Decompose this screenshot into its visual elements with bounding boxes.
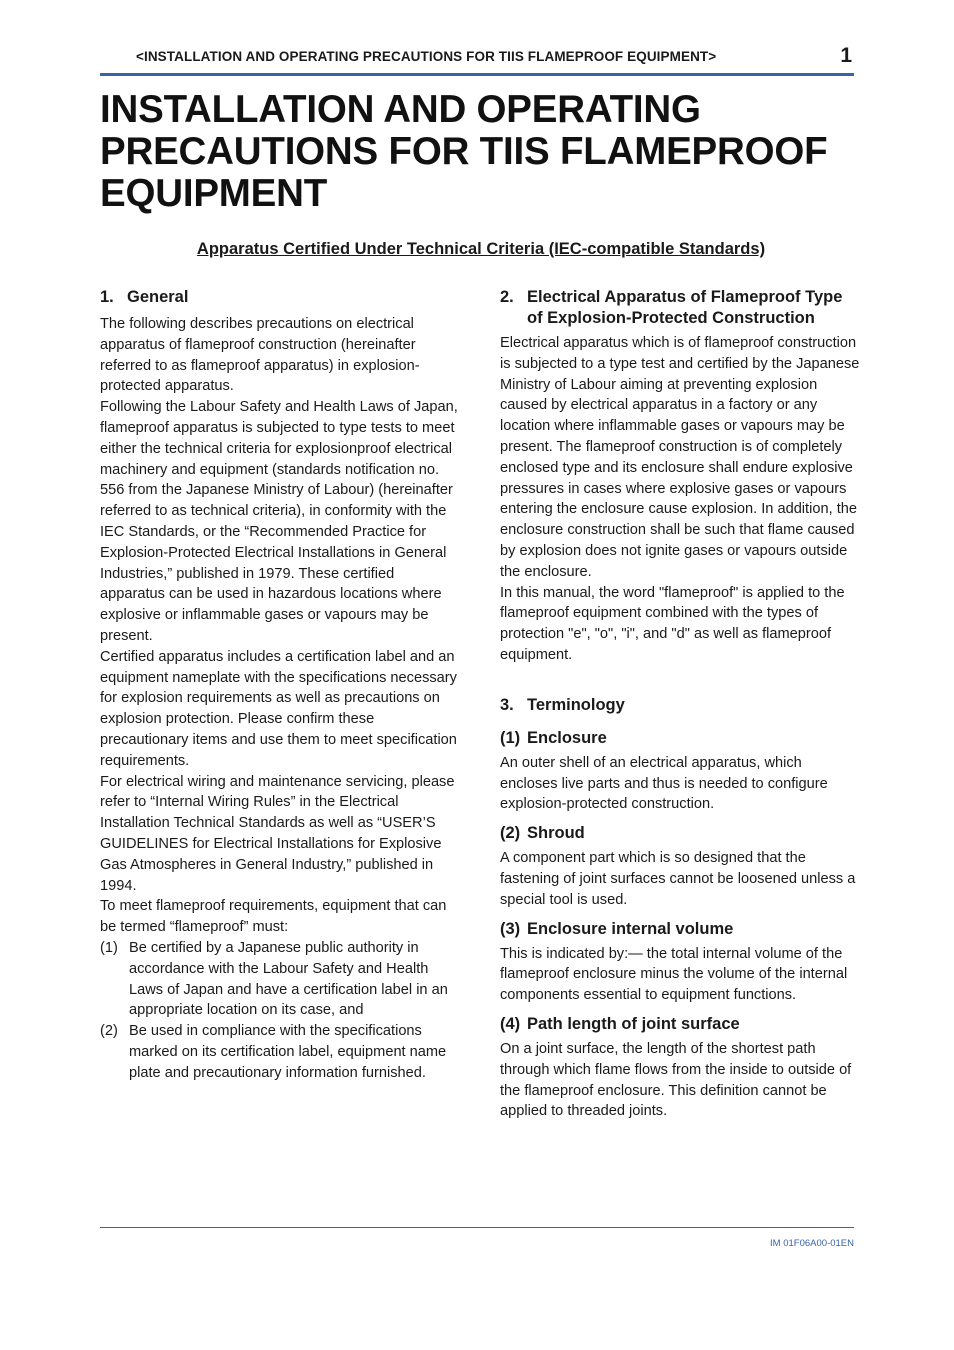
section-3-heading xyxy=(500,695,860,716)
term-title: Path length of joint surface xyxy=(527,1014,740,1033)
term-definition: This is indicated by:— the total internal volume of the flameproof enclosure minus the volume of the internal components essential to equipment functions. xyxy=(500,945,848,1004)
page-subtitle: Apparatus Certified Under Technical Criteria (IEC-compatible Standards) xyxy=(196,240,766,258)
header-title: <INSTALLATION AND OPERATING PRECAUTIONS FOR TIIS FLAMEPROOF EQUIPMENT> xyxy=(136,49,717,64)
term-heading xyxy=(500,728,860,749)
paragraph: Following the Labour Safety and Health Laws of Japan, flameproof apparatus is subjected to type tests to meet either the technical criteria for explosionproof electrical machinery and equipment (standards notification no. 556 from the Japanese Ministry of Labour) (hereinafter referred to as technical criteria), in conformity with the IEC Standards, or the “Recommended Practice for Explosion-Protected Electrical Installations in General Industries,” published in 1979. These certified apparatus can be used in hazardous locations where explosive or inflammable gases or vapours may be present. xyxy=(100,399,458,644)
footer-divider xyxy=(100,1227,854,1228)
section-number: 2. xyxy=(500,288,514,306)
list-item xyxy=(100,1021,458,1083)
term-number: (1) xyxy=(500,728,521,747)
paragraph: Electrical apparatus which is of flameproof construction is subjected to a type test and certified by the Japanese Ministry of Labour aiming at preventing explosion caused by electrical apparatus in a factory or any location where inflammable gases or vapours may be present. The flameproof construction is of completely enclosed type and its enclosure shall endure explosive pressures in cases where explosive gases or vapours entering the enclosure cause explosion. In addition, the enclosure construction shall be such that flame caused by explosion does not ignite gases or vapours outside the enclosure. xyxy=(500,335,860,580)
section-title: Electrical Apparatus of Flameproof Type of Explosion-Protected Construction xyxy=(527,288,843,327)
left-column xyxy=(100,287,458,1083)
paragraph: For electrical wiring and maintenance servicing, please refer to “Internal Wiring Rules” in the Electrical Installation Technical Standards as well as “USER’S GUIDELINES for Electrical Installations for Explosive Gas Atmospheres in General Industry,” published in 1994. xyxy=(100,773,455,894)
term-heading xyxy=(500,1014,860,1035)
term-definition: A component part which is so designed that the fastening of joint surfaces cannot be loosened unless a special tool is used. xyxy=(500,850,856,908)
document-number: IM 01F06A00-01EN xyxy=(770,1238,854,1249)
term-number: (2) xyxy=(500,824,521,843)
list-number: (1) xyxy=(100,939,118,956)
term-number: (4) xyxy=(500,1014,521,1033)
term-heading xyxy=(500,823,860,844)
paragraph: Certified apparatus includes a certification label and an equipment nameplate with the specifications necessary for explosion requirements as well as precautions on explosion protection. Please confirm these precautionary items and use them to meet specification requirements. xyxy=(100,648,457,769)
list-item xyxy=(100,938,458,1021)
paragraph: In this manual, the word "flameproof" is applied to the flameproof equipment combined with the types of protection "e", "o", "i", and "d" as well as flameproof equipment. xyxy=(500,584,845,663)
term-number: (3) xyxy=(500,919,521,938)
section-2-heading xyxy=(500,287,860,329)
term-title: Enclosure internal volume xyxy=(527,919,734,938)
paragraph: The following describes precautions on electrical apparatus of flameproof construction (hereinafter referred to as flameproof apparatus) in explosion-protected apparatus. xyxy=(100,316,420,395)
paragraph: To meet flameproof requirements, equipment that can be termed “flameproof” must: xyxy=(100,898,447,936)
list-text: Be certified by a Japanese public authority in accordance with the Labour Safety and Health Laws of Japan and have a certification label in an appropriate location on its case, and xyxy=(129,939,448,1019)
list-text: Be used in compliance with the specifications marked on its certification label, equipment name plate and precautionary information furnished. xyxy=(129,1023,447,1081)
term-title: Shroud xyxy=(527,824,585,843)
term-definition: An outer shell of an electrical apparatus, which encloses live parts and thus is needed to configure explosion-protected construction. xyxy=(500,754,828,813)
page-title: INSTALLATION AND OPERATING PRECAUTIONS FOR TIIS FLAMEPROOF EQUIPMENT xyxy=(100,88,828,215)
term-heading xyxy=(500,919,860,940)
section-number: 1. xyxy=(100,288,114,306)
right-column xyxy=(500,287,860,1122)
page-header xyxy=(100,44,854,76)
section-title: Terminology xyxy=(527,695,625,714)
section-title: General xyxy=(127,288,189,306)
page-number: 1 xyxy=(840,44,852,67)
term-definition: On a joint surface, the length of the shortest path through which flame flows from the inside to outside of the flameproof enclosure. This definition cannot be applied to threaded joints. xyxy=(500,1040,852,1120)
term-title: Enclosure xyxy=(527,728,607,747)
list-number: (2) xyxy=(100,1023,118,1040)
header-divider xyxy=(100,73,854,76)
section-1-heading xyxy=(100,287,458,308)
section-number: 3. xyxy=(500,695,514,714)
